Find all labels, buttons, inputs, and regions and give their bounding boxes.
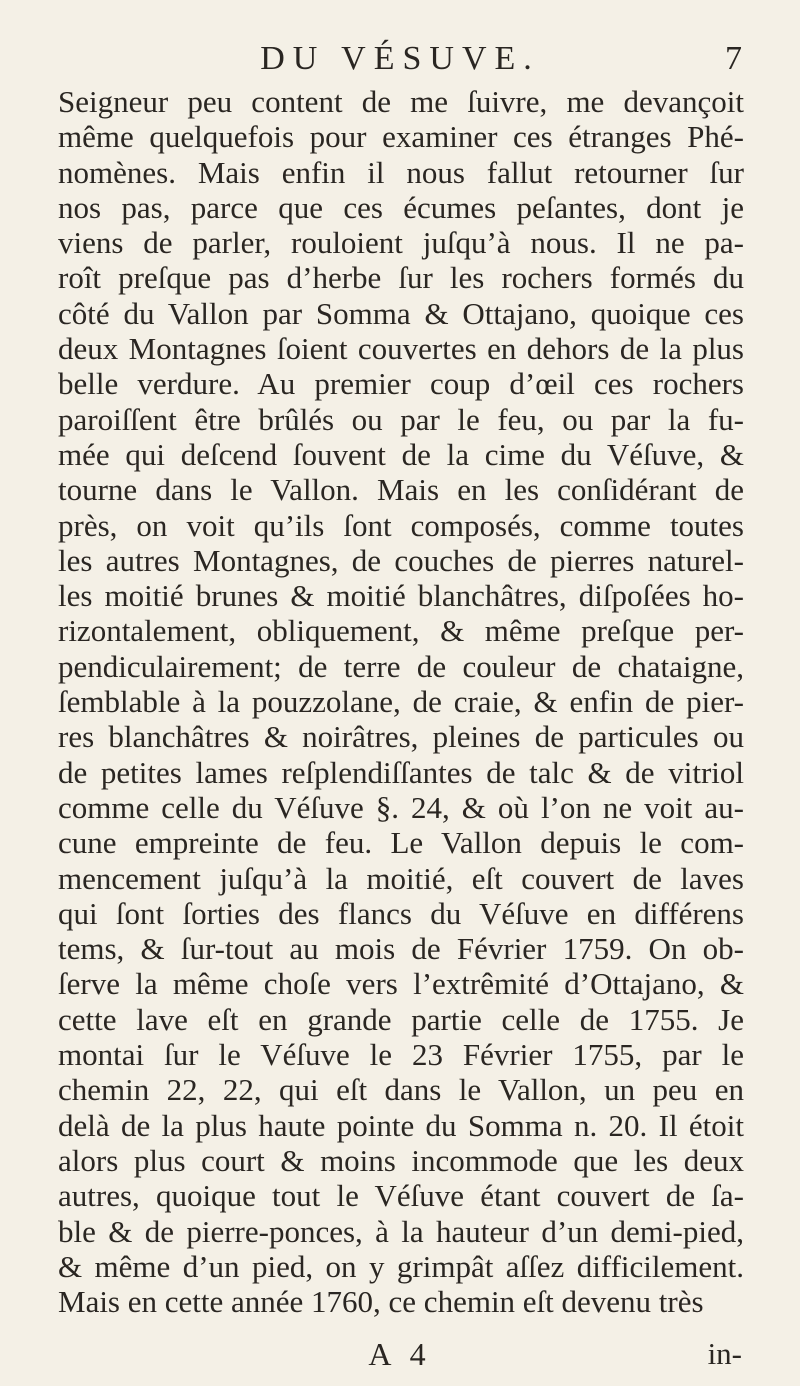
text-line: mée qui deſcend ſouvent de la cime du Véſuve, & [58,436,744,472]
text-line: Mais en cette année 1760, ce chemin eſt devenu très [58,1284,704,1320]
text-line: alors plus court & moins incommode que les deux [58,1142,744,1178]
text-line: chemin 22, 22, qui eſt dans le Vallon, un peu en [58,1072,744,1108]
page-footer [58,1336,742,1376]
text-line: paroiſſent être brûlés ou par le feu, ou par la fu- [58,401,744,437]
page-number: 7 [725,40,742,77]
text-line: rizontalement, obliquement, & même preſque per- [58,613,744,649]
text-line: roît preſque pas d’herbe ſur les rochers formés du [58,260,744,296]
text-line: de petites lames reſplendiſſantes de talc & de vitriol [58,754,744,790]
text-line: mencement juſqu’à la moitié, eſt couvert de laves [58,860,744,896]
text-line: même quelquefois pour examiner ces étranges Phé- [58,119,744,155]
text-line: tourne dans le Vallon. Mais en les conſidérant de [58,472,744,508]
text-line: autres, quoique tout le Véſuve étant couvert de ſa- [58,1178,744,1214]
text-line: comme celle du Véſuve §. 24, & où l’on ne voit au- [58,789,744,825]
text-line: côté du Vallon par Somma & Ottajano, quoique ces [58,295,744,331]
text-line: ble & de pierre-ponces, à la hauteur d’un demi-pied, [58,1213,744,1249]
text-line: & même d’un pied, on y grimpât aſſez difficilement. [58,1248,744,1284]
text-line: les autres Montagnes, de couches de pierres naturel- [58,542,744,578]
text-line: nos pas, parce que ces écumes peſantes, dont je [58,189,744,225]
text-line: belle verdure. Au premier coup d’œil ces rochers [58,366,744,402]
page-header [58,40,742,84]
text-line: Seigneur peu content de me ſuivre, me devançoit [58,84,744,119]
text-line: ſemblable à la pouzzolane, de craie, & enfin de pier- [58,684,744,720]
text-line: pendiculairement; de terre de couleur de chataigne, [58,648,744,684]
text-line: montai ſur le Véſuve le 23 Février 1755, par le [58,1037,744,1073]
text-line: res blanchâtres & noirâtres, pleines de particules ou [58,719,744,755]
body-text [58,84,744,1319]
text-line: ſerve la même choſe vers l’extrêmité d’Ottajano, & [58,966,744,1002]
text-line: tems, & ſur-tout au mois de Février 1759. On ob- [58,931,744,967]
signature-mark: A 4 [368,1336,432,1372]
running-head: DU VÉSUVE. [260,40,540,77]
text-line: deux Montagnes ſoient couvertes en dehors de la plus [58,331,744,367]
text-line: les moitié brunes & moitié blanchâtres, diſpoſées ho- [58,578,744,614]
text-line: cune empreinte de feu. Le Vallon depuis le com- [58,825,744,861]
text-line: nomènes. Mais enfin il nous fallut retourner ſur [58,154,744,190]
text-line: delà de la plus haute pointe du Somma n. 20. Il étoit [58,1107,744,1143]
text-line: qui ſont ſorties des flancs du Véſuve en différens [58,895,744,931]
catchword: in- [707,1336,742,1371]
text-line: près, on voit qu’ils ſont composés, comme toutes [58,507,744,543]
text-line: viens de parler, rouloient juſqu’à nous. Il ne pa- [58,225,744,261]
text-line: cette lave eſt en grande partie celle de 1755. Je [58,1001,744,1037]
